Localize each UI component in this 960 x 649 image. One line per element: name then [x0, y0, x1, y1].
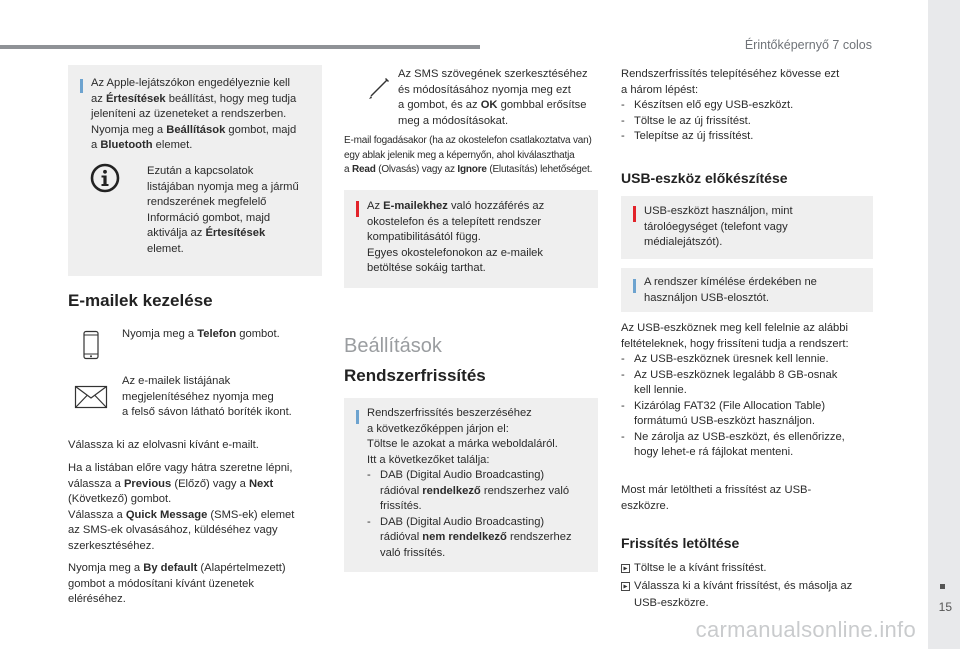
list-dash: -: [621, 114, 625, 127]
heading-system-update: Rendszerfrissítés: [344, 366, 486, 385]
text-run: rádióval: [380, 531, 423, 543]
text-run: Az USB-eszköznek meg kell felelnie az alábbi: [621, 322, 848, 334]
list-line: [367, 484, 592, 500]
list-line: [621, 67, 876, 83]
list-dash: [367, 484, 380, 500]
list-line: [367, 468, 592, 484]
text-run: hogy lehet-e rá fájlokat menteni.: [634, 446, 794, 458]
list-text: [634, 596, 709, 612]
text-run: meg a módosításokat.: [398, 114, 509, 127]
text-run: Az SMS szövegének szerkesztéséhez: [398, 68, 588, 80]
info-bar: [356, 410, 359, 424]
email-receive-note: [344, 134, 604, 178]
list-line: [621, 430, 876, 446]
text-run: Kizárólag FAT32 (File Allocation Table): [634, 399, 826, 412]
bold-term: Next: [248, 477, 274, 490]
list-text: [634, 579, 852, 597]
list-line: [621, 368, 876, 384]
bold-term: Quick Message: [125, 508, 208, 521]
list-dash: [621, 414, 634, 430]
pencil-icon: [366, 77, 390, 101]
text-run: A rendszer kímélése érdekében ne: [644, 276, 817, 288]
para-default: [68, 561, 323, 608]
bold-term: E-mailekhez: [383, 200, 448, 212]
list-dash: -: [621, 368, 625, 381]
envelope-icon: [74, 385, 108, 409]
text-line: [91, 123, 316, 139]
list-text: [367, 406, 532, 422]
text-line: [68, 539, 323, 555]
list-text: [380, 546, 445, 562]
text-line: [91, 138, 316, 154]
text-line: [68, 592, 323, 608]
text-run: szerkesztéséhez.: [68, 539, 155, 552]
text-run: Rendszerfrissítés beszerzéséhez: [367, 407, 532, 419]
list-text: [380, 484, 569, 500]
text-run: gombot.: [236, 328, 280, 340]
warning-bar: [356, 201, 359, 217]
text-line: [68, 577, 323, 593]
text-line: [147, 195, 317, 211]
info-bar: [80, 79, 83, 93]
text-run: Ezután a kapcsolatok: [147, 165, 254, 177]
text-line: [644, 235, 869, 251]
list-text: [380, 468, 544, 484]
text-run: DAB (Digital Audio Broadcasting): [380, 469, 545, 481]
list-text: [621, 83, 698, 99]
list-text: [634, 414, 815, 430]
text-line: [367, 199, 592, 215]
list-dash: -: [367, 515, 371, 528]
text-run: Az USB-eszköznek üresnek kell lennie.: [634, 353, 829, 365]
text-run: rádióval: [380, 484, 423, 497]
page-marker: [940, 584, 945, 589]
heading-download: Frissítés letöltése: [621, 535, 740, 551]
info-box-usb-hub: [621, 268, 873, 312]
text-run: feltételeknek, hogy frissíteni tudja a rendszert:: [621, 337, 849, 350]
text-run: Telepítse az új frissítést.: [634, 130, 754, 142]
text-run: (Olvasás) vagy az: [375, 164, 458, 175]
text-run: (Alapértelmezett): [197, 562, 286, 574]
text-line: [398, 67, 598, 83]
list-text: [367, 437, 558, 453]
text-run: USB-eszközt használjon, mint: [644, 205, 793, 217]
text-run: és módosításához nyomja meg ezt: [398, 83, 571, 96]
text-line: [367, 246, 592, 262]
list-text: [621, 321, 848, 337]
list-text: [634, 352, 829, 368]
heading-emails: E-mailek kezelése: [68, 291, 213, 310]
text-line: [68, 561, 323, 577]
text-run: Ne zárolja az USB-eszközt, és ellenőrizze,: [634, 430, 845, 443]
list-text: [380, 530, 572, 546]
text-run: az SMS-ek olvasásához, küldéséhez vagy: [68, 524, 278, 536]
section-title-settings: Beállítások: [344, 335, 442, 357]
list-line: [367, 453, 592, 469]
text-line: [68, 461, 323, 477]
text-line: [344, 149, 604, 164]
list-line: [621, 399, 876, 415]
bold-term: Értesítések: [205, 227, 266, 239]
text-run: megjelenítéséhez nyomja meg: [122, 390, 274, 403]
text-run: a: [91, 139, 101, 151]
list-text: [367, 422, 509, 438]
text-run: a felső sávon látható boríték ikont.: [122, 406, 292, 418]
header-title: Érintőképernyő 7 colos: [744, 38, 872, 52]
bold-term: OK: [480, 99, 498, 111]
text-line: [147, 226, 317, 242]
text-line: [398, 83, 598, 99]
text-run: a gombot, és az: [398, 99, 481, 111]
text-run: Az: [367, 200, 384, 212]
text-run: rendszerének megfelelő: [147, 196, 267, 208]
text-run: a következőképpen járjon el:: [367, 422, 509, 435]
text-run: listájában nyomja meg a jármű: [147, 180, 299, 193]
text-run: eszközre.: [621, 499, 669, 512]
text-run: Az e-mailek listájának: [122, 375, 231, 387]
list-line: [367, 437, 592, 453]
list-line: [621, 321, 876, 337]
text-line: [68, 438, 323, 454]
text-line: [91, 76, 316, 92]
list-dash: -: [367, 469, 371, 481]
text-run: Válassza a: [68, 508, 126, 521]
text-line: [344, 134, 604, 149]
text-run: való hozzáférés az: [447, 200, 545, 212]
text-line: [367, 215, 592, 231]
text-line: [398, 98, 598, 114]
text-run: frissítés.: [380, 500, 422, 512]
text-line: [147, 211, 317, 227]
list-text: [634, 98, 793, 114]
text-run: médialejátszót).: [644, 236, 723, 248]
list-text: [621, 67, 839, 83]
text-line: [91, 107, 316, 123]
list-text: [621, 337, 849, 353]
warning-box-emails: [344, 190, 598, 288]
list-dash: [621, 383, 634, 399]
list-dash: [621, 596, 634, 612]
text-line: [644, 291, 869, 307]
notice-box-apple: [68, 65, 322, 276]
para-navigate: [68, 461, 323, 554]
text-line: [122, 390, 317, 406]
list-line: [621, 98, 876, 114]
warning-usb-text: [644, 204, 869, 251]
text-run: Nyomja meg a: [122, 328, 198, 340]
bullet-arrow-icon: [621, 579, 634, 597]
text-line: [147, 180, 317, 196]
text-line: [644, 204, 869, 220]
text-line: [122, 374, 317, 390]
text-run: Információ gombot, majd: [147, 211, 271, 224]
text-line: [122, 405, 317, 421]
text-run: okostelefon és a telepített rendszer: [367, 215, 542, 228]
bold-term: rendelkező: [422, 484, 481, 497]
text-run: Rendszerfrissítés telepítéséhez kövesse ezt: [621, 68, 840, 80]
list-text: [634, 368, 837, 384]
text-run: Nyomja meg a: [91, 123, 167, 136]
text-run: rendszerhez: [506, 531, 572, 543]
watermark: carmanualsonline.info: [695, 617, 916, 642]
list-dash: -: [621, 430, 625, 443]
list-text: [380, 499, 422, 515]
list-line: [367, 530, 592, 546]
text-run: Válassza ki az elolvasni kívánt e-mailt.: [68, 439, 259, 451]
list-dash: [621, 445, 634, 461]
download-steps: [621, 561, 876, 612]
list-text: [634, 114, 751, 130]
bullet-arrow-icon: [621, 561, 634, 579]
list-line: [621, 337, 876, 353]
bold-term: nem rendelkező: [422, 531, 507, 543]
text-line: [68, 492, 323, 508]
list-line: [367, 499, 592, 515]
list-line: [367, 515, 592, 531]
text-run: (SMS-ek) elemet: [207, 508, 295, 521]
bold-term: Értesítések: [105, 92, 166, 105]
info-circle-icon: [90, 163, 120, 193]
list-dash: -: [621, 353, 625, 365]
text-run: (Előző) vagy a: [171, 477, 249, 490]
text-run: gombbal erősítse: [497, 99, 587, 111]
text-run: betöltése sokáig tarthat.: [367, 262, 486, 274]
text-run: való frissítés.: [380, 546, 446, 559]
list-text: [634, 430, 845, 446]
list-line: [621, 129, 876, 145]
text-run: gombot, majd: [225, 123, 297, 136]
text-line: [644, 220, 869, 236]
text-run: egy ablak jelenik meg a képernyőn, ahol kiválaszthatja: [344, 149, 575, 161]
text-run: eléréséhez.: [68, 593, 126, 605]
list-text: [634, 399, 825, 415]
text-run: E-mail fogadásakor (ha az okostelefon csatlakoztatva van): [344, 135, 592, 146]
info-update-text: [367, 406, 592, 561]
usb-conditions: [621, 321, 876, 461]
page-number: 15: [938, 600, 952, 614]
text-run: kell lennie.: [634, 384, 687, 396]
list-line: [621, 579, 876, 597]
text-line: [644, 275, 869, 291]
text-line: [91, 92, 316, 108]
text-line: [68, 523, 323, 539]
text-run: gombot a módosítani kívánt üzenetek: [68, 577, 254, 590]
info-bar: [633, 279, 636, 293]
warning-bar: [633, 206, 636, 222]
bold-term: Previous: [123, 477, 172, 490]
phone-icon: [80, 330, 102, 362]
text-run: beállítást, hogy meg tudja: [165, 92, 297, 105]
list-text: [634, 561, 766, 579]
text-run: Nyomja meg a: [68, 562, 144, 574]
update-steps: [621, 67, 876, 145]
list-line: [367, 422, 592, 438]
text-run: elemet.: [152, 139, 193, 151]
text-line: [68, 508, 323, 524]
text-run: Ha a listában előre vagy hátra szeretne lépni,: [68, 462, 293, 474]
bold-term: Beállítások: [166, 123, 226, 136]
text-run: Töltse le a kívánt frissítést.: [634, 562, 767, 574]
text-line: [344, 163, 604, 178]
text-line: [147, 242, 317, 258]
text-run: Egyes okostelefonokon az e-mailek: [367, 246, 543, 259]
list-line: [621, 596, 876, 612]
text-line: [122, 327, 312, 343]
text-line: [147, 164, 317, 180]
list-line: [621, 83, 876, 99]
list-dash: [367, 499, 380, 515]
list-line: [621, 445, 876, 461]
text-run: Készítsen elő egy USB-eszközt.: [634, 99, 794, 111]
list-line: [621, 414, 876, 430]
text-line: [621, 483, 876, 499]
list-line: [621, 561, 876, 579]
list-line: [367, 546, 592, 562]
text-run: Az USB-eszköznek legalább 8 GB-osnak: [634, 368, 838, 381]
download-note: [621, 483, 876, 514]
list-dash: [367, 530, 380, 546]
text-run: DAB (Digital Audio Broadcasting): [380, 515, 545, 528]
heading-usb-prepare: USB-eszköz előkészítése: [621, 170, 788, 186]
list-dash: [367, 546, 380, 562]
text-run: aktiválja az: [147, 227, 206, 239]
notice-text: [91, 76, 316, 154]
bold-term: Telefon: [197, 328, 237, 340]
text-run: USB-eszközre.: [634, 597, 709, 609]
side-strip: [928, 0, 960, 649]
text-run: a: [344, 164, 352, 175]
text-run: elemet.: [147, 242, 184, 255]
text-line: [367, 261, 592, 277]
info-box-update: [344, 398, 598, 572]
phone-instruction: [122, 327, 312, 343]
info-usb-text: [644, 275, 869, 306]
bold-term: Bluetooth: [100, 139, 153, 151]
envelope-instruction: [122, 374, 317, 421]
list-dash: -: [621, 130, 625, 142]
text-line: [68, 477, 323, 493]
text-run: tárolóegységet (telefont vagy: [644, 220, 788, 233]
text-line: [621, 499, 876, 515]
list-line: [621, 383, 876, 399]
text-line: [398, 114, 598, 130]
list-text: [634, 383, 687, 399]
text-run: rendszerhez való: [480, 484, 570, 497]
list-text: [380, 515, 544, 531]
text-run: az: [91, 92, 106, 105]
bold-term: Read: [351, 164, 376, 175]
list-dash: -: [621, 99, 625, 111]
text-run: formátumú USB-eszközt használjon.: [634, 415, 815, 427]
text-run: a három lépést:: [621, 83, 699, 96]
warning-box-usb: [621, 196, 873, 259]
para-select-email: [68, 438, 323, 454]
text-run: kompatibilitásától függ.: [367, 231, 481, 243]
text-run: Töltse le az új frissítést.: [634, 114, 751, 127]
bold-term: By default: [143, 562, 198, 574]
list-line: [621, 352, 876, 368]
list-line: [621, 114, 876, 130]
list-dash: -: [621, 399, 625, 412]
text-run: Az Apple-lejátszókon engedélyeznie kell: [91, 77, 291, 89]
list-text: [634, 445, 793, 461]
text-run: Válassza ki a kívánt frissítést, és másolja az: [634, 579, 853, 592]
header-rule: [0, 45, 480, 49]
text-line: [367, 230, 592, 246]
list-line: [367, 406, 592, 422]
text-run: Most már letöltheti a frissítést az USB-: [621, 484, 812, 496]
text-run: válassza a: [68, 477, 124, 490]
text-run: jeleníteni az üzeneteket a rendszerben.: [91, 108, 287, 120]
bold-term: Ignore: [457, 164, 487, 175]
list-text: [367, 453, 490, 469]
text-run: (Elutasítás) lehetőséget.: [486, 164, 593, 175]
warning-text: [367, 199, 592, 277]
text-run: Itt a következőket találja:: [367, 453, 490, 466]
list-text: [634, 129, 753, 145]
pencil-instruction: [398, 67, 598, 129]
text-run: (Következő) gombot.: [68, 493, 172, 505]
text-run: Töltse le azokat a márka weboldaláról.: [367, 438, 558, 450]
info-text: [147, 164, 317, 257]
text-run: használjon USB-elosztót.: [644, 291, 769, 304]
